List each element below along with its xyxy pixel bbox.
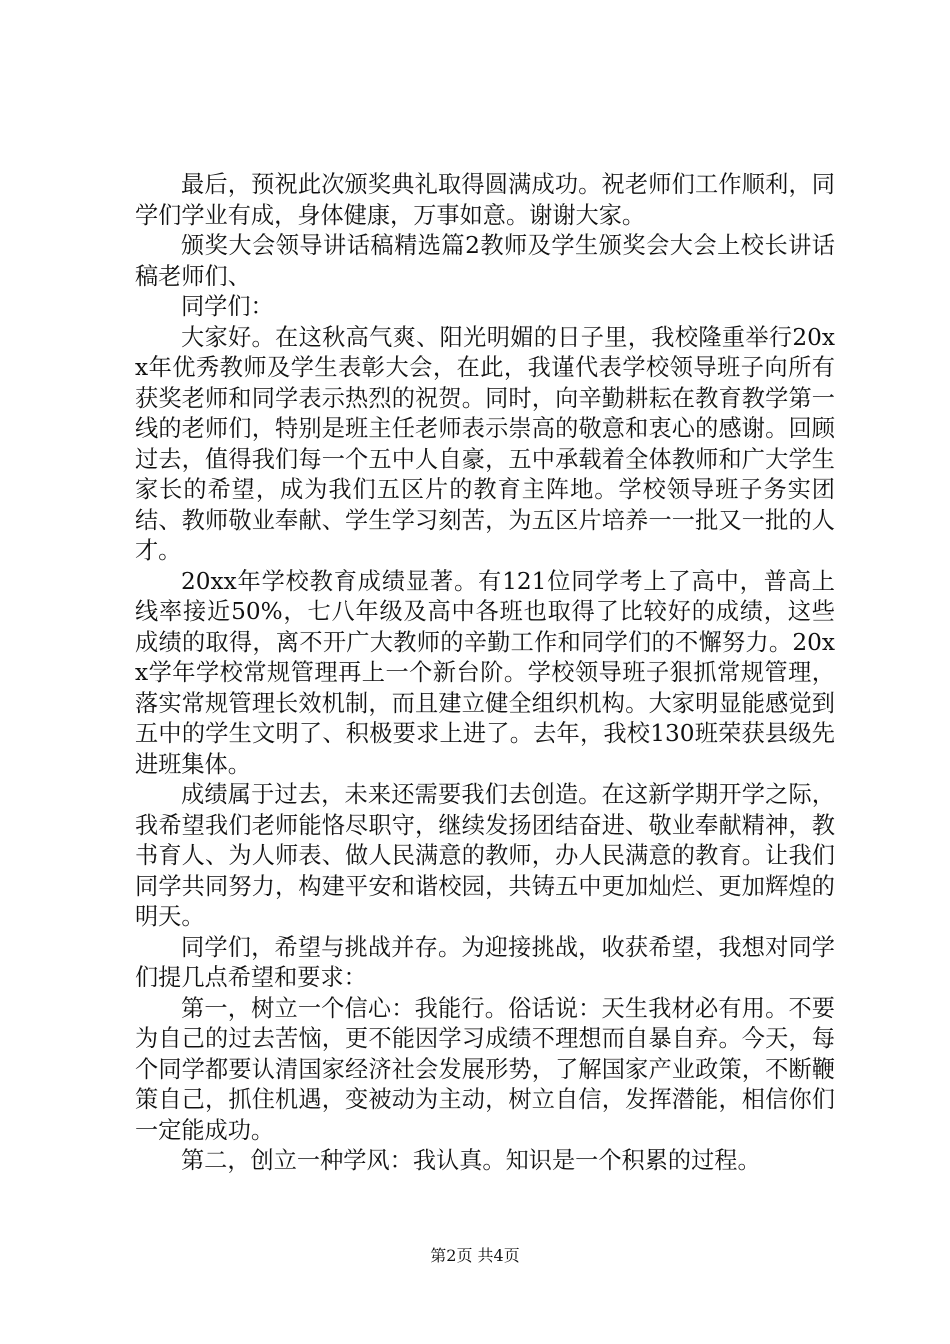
paragraph-greeting: 大家好。在这秋高气爽、阳光明媚的日子里，我校隆重举行20xx年优秀教师及学生表彰大会，在此，我谨代表学校领导班子向所有获奖老师和同学表示热烈的祝贺。同时，向辛勤耕耘在教育教学第一线的老师们，特别是班主任老师表示崇高的敬意和衷心的感谢。回顾过去，值得我们每一个五中人自豪，五中承载着全体教师和广大学生家长的希望，成为我们五区片的教育主阵地。学校领导班子务实团结、教师敬业奉献、学生学习刻苦，为五区片培养一一批又一批的人才。 bbox=[135, 323, 835, 564]
paragraph-hopes-intro: 同学们，希望与挑战并存。为迎接挑战，收获希望，我想对同学们提几点希望和要求： bbox=[135, 933, 835, 991]
document-body bbox=[135, 170, 835, 1177]
paragraph-salutation: 同学们： bbox=[181, 293, 274, 320]
paragraph-point-two: 第二，创立一种学风：我认真。知识是一个积累的过程。 bbox=[181, 1147, 761, 1174]
paragraph-point-one: 第一，树立一个信心：我能行。俗话说：天生我材必有用。不要为自己的过去苦恼，更不能因学习成绩不理想而自暴自弃。今天，每个同学都要认清国家经济社会发展形势，了解国家产业政策，不断鞭策自己，抓住机遇，变被动为主动，树立自信，发挥潜能，相信你们一定能成功。 bbox=[135, 994, 835, 1144]
paragraph-achievements: 20xx年学校教育成绩显著。有121位同学考上了高中，普高上线率接近50%，七八年级及高中各班也取得了比较好的成绩，这些成绩的取得，离不开广大教师的辛勤工作和同学们的不懈努力。20xx学年学校常规管理再上一个新台阶。学校领导班子狠抓常规管理，落实常规管理长效机制，而且建立健全组织机构。大家明显能感觉到五中的学生文明了、积极要求上进了。去年，我校130班荣获县级先进班集体。 bbox=[135, 567, 835, 778]
page-number-footer: 第2页 共4页 bbox=[430, 1246, 520, 1265]
paragraph-closing-wishes: 最后，预祝此次颁奖典礼取得圆满成功。祝老师们工作顺利，同学们学业有成，身体健康，万事如意。谢谢大家。 bbox=[135, 171, 835, 229]
paragraph-future: 成绩属于过去，未来还需要我们去创造。在这新学期开学之际，我希望我们老师能恪尽职守，继续发扬团结奋进、敬业奉献精神，教书育人、为人师表、做人民满意的教师，办人民满意的教育。让我们同学共同努力，构建平安和谐校园，共铸五中更加灿烂、更加辉煌的明天。 bbox=[135, 781, 835, 930]
paragraph-section-heading: 颁奖大会领导讲话稿精选篇2教师及学生颁奖会大会上校长讲话稿老师们、 bbox=[135, 232, 835, 290]
